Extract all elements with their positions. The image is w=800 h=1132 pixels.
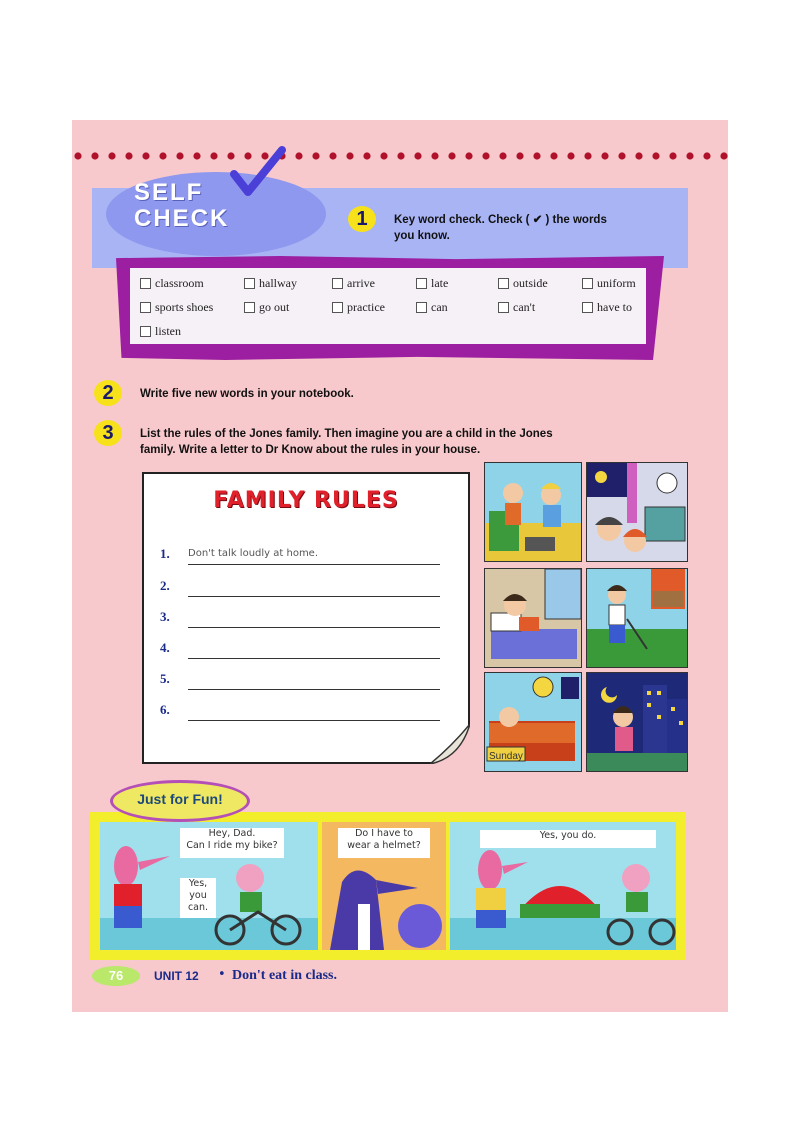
picture-eating-in-bed [484, 568, 582, 668]
word-item-cant[interactable] [498, 300, 535, 315]
border-dot [414, 152, 421, 159]
rule-number: 6. [160, 702, 170, 717]
border-dot [516, 152, 523, 159]
checkbox[interactable] [416, 278, 427, 289]
border-dot [176, 152, 183, 159]
word-label: uniform [597, 276, 636, 290]
word-item-arrive[interactable] [332, 276, 375, 291]
word-label: arrive [347, 276, 375, 290]
unit-label: UNIT 12 [154, 969, 199, 983]
word-label: have to [597, 300, 632, 314]
exercise-3-line-2: family. Write a letter to Dr Know about the rules in your house. [140, 444, 481, 456]
speech-bubble-4: Yes, you do. [480, 830, 656, 848]
rule-underline [188, 658, 440, 659]
comic-panel-2 [322, 822, 446, 950]
just-for-fun-label: Just for Fun! [137, 791, 223, 807]
speech-bubble-2: Yes, you can. [180, 878, 216, 918]
exercise-1-line-1: Key word check. Check ( ✔ ) the words [394, 214, 607, 226]
word-label: listen [155, 324, 181, 338]
border-dot [312, 152, 319, 159]
checkbox[interactable] [582, 278, 593, 289]
border-dot [635, 152, 642, 159]
rule-number: 2. [160, 578, 170, 593]
border-dot [669, 152, 676, 159]
checkbox[interactable] [498, 302, 509, 313]
word-item-sports-shoes[interactable] [140, 300, 213, 315]
rule-line-2[interactable] [160, 578, 440, 598]
border-dot [720, 152, 727, 159]
footer-bullet: • [218, 967, 226, 982]
rule-underline [188, 627, 440, 628]
border-dot [210, 152, 217, 159]
picture-night-city [586, 672, 688, 772]
border-dot [193, 152, 200, 159]
rule-line-3[interactable] [160, 609, 440, 629]
rule-underline [188, 564, 440, 565]
checkbox[interactable] [332, 302, 343, 313]
check-mark-icon [228, 144, 288, 204]
title-line-2: CHECK [134, 205, 230, 232]
checkbox[interactable] [332, 278, 343, 289]
border-dot [567, 152, 574, 159]
border-dot [329, 152, 336, 159]
border-dot [652, 152, 659, 159]
rule-number: 1. [160, 546, 170, 561]
word-label: late [431, 276, 449, 290]
rule-number: 4. [160, 640, 170, 655]
checkbox[interactable] [416, 302, 427, 313]
word-label: can [431, 300, 448, 314]
exercise-3-number: 3 [94, 420, 122, 446]
word-item-outside[interactable] [498, 276, 548, 291]
exercise-1-instruction [394, 212, 684, 244]
sunday-label: Sunday [489, 751, 523, 762]
border-dot [618, 152, 625, 159]
checkbox[interactable] [498, 278, 509, 289]
rule-line-6[interactable] [160, 702, 440, 722]
word-label: can't [513, 300, 536, 314]
border-dot [91, 152, 98, 159]
picture-night-tv [586, 462, 688, 562]
speech-bubble-3: Do I have to wear a helmet? [338, 828, 430, 858]
border-dot [482, 152, 489, 159]
border-dot [550, 152, 557, 159]
border-dot [448, 152, 455, 159]
word-label: hallway [259, 276, 297, 290]
border-dot [380, 152, 387, 159]
workbook-page [72, 120, 728, 1012]
border-dot [363, 152, 370, 159]
border-dot [431, 152, 438, 159]
border-dot [533, 152, 540, 159]
comic-panel-1 [100, 822, 318, 950]
word-item-go-out[interactable] [244, 300, 289, 315]
picture-loud-talking [484, 462, 582, 562]
border-dot [108, 152, 115, 159]
word-item-uniform[interactable] [582, 276, 636, 291]
exercise-3-instruction [140, 426, 700, 458]
border-dot [601, 152, 608, 159]
speech-bubble-1: Hey, Dad. Can I ride my bike? [180, 828, 284, 858]
comic-strip [90, 812, 686, 960]
checkbox[interactable] [244, 302, 255, 313]
word-label: classroom [155, 276, 204, 290]
word-label: outside [513, 276, 548, 290]
exercise-2-number: 2 [94, 380, 122, 406]
rule-line-1[interactable] [160, 546, 440, 566]
dotted-border [72, 150, 728, 162]
border-dot [499, 152, 506, 159]
border-dot [125, 152, 132, 159]
family-rules-title: FAMILY RULES [213, 488, 399, 513]
title-line-1: SELF [134, 179, 204, 206]
border-dot [159, 152, 166, 159]
picture-messy-room [586, 568, 688, 668]
border-dot [703, 152, 710, 159]
rule-underline [188, 720, 440, 721]
rule-text: Don't talk loudly at home. [188, 548, 319, 559]
lesson-title: Don't eat in class. [232, 968, 337, 983]
rule-line-5[interactable] [160, 671, 440, 691]
checkbox[interactable] [140, 302, 151, 313]
word-label: sports shoes [155, 300, 214, 314]
page-number: 76 [92, 966, 140, 986]
border-dot [686, 152, 693, 159]
word-item-practice[interactable] [332, 300, 385, 315]
rule-number: 5. [160, 671, 170, 686]
page-curl [430, 724, 470, 764]
border-dot [74, 152, 81, 159]
rule-underline [188, 689, 440, 690]
exercise-1-number: 1 [348, 206, 376, 232]
comic-panel-3 [450, 822, 676, 950]
word-item-classroom[interactable] [140, 276, 204, 291]
family-rules-card [142, 472, 470, 764]
word-item-have-to[interactable] [582, 300, 632, 315]
border-dot [142, 152, 149, 159]
checkbox[interactable] [140, 326, 151, 337]
picture-sunday-sleep [484, 672, 582, 772]
checkbox[interactable] [140, 278, 151, 289]
exercise-1-line-2: you know. [394, 230, 450, 242]
word-label: go out [259, 300, 290, 314]
word-item-listen[interactable] [140, 324, 181, 339]
border-dot [346, 152, 353, 159]
border-dot [465, 152, 472, 159]
border-dot [397, 152, 404, 159]
word-item-hallway[interactable] [244, 276, 297, 291]
exercise-2-instruction: Write five new words in your notebook. [140, 388, 354, 400]
border-dot [584, 152, 591, 159]
page-footer [92, 966, 692, 988]
just-for-fun-badge [110, 780, 250, 822]
exercise-3-line-1: List the rules of the Jones family. Then imagine you are a child in the Jones [140, 428, 553, 440]
word-label: practice [347, 300, 385, 314]
checkbox[interactable] [244, 278, 255, 289]
word-item-can[interactable] [416, 300, 448, 315]
checkbox[interactable] [582, 302, 593, 313]
rule-number: 3. [160, 609, 170, 624]
rule-underline [188, 596, 440, 597]
border-dot [295, 152, 302, 159]
word-item-late[interactable] [416, 276, 448, 291]
rule-line-4[interactable] [160, 640, 440, 660]
